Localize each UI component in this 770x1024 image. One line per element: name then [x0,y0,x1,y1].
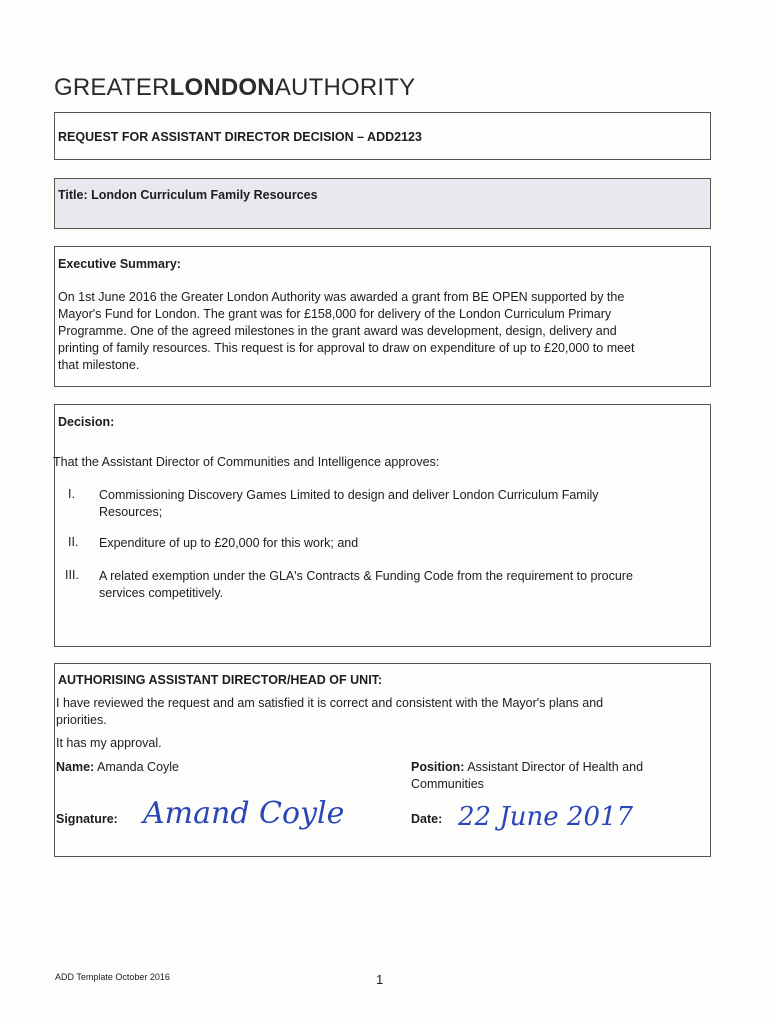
footer-template-label: ADD Template October 2016 [55,972,170,982]
summary-line: Mayor's Fund for London. The grant was for £158,000 for delivery of the London Curriculum Primary [58,307,612,321]
executive-summary-box [54,246,711,387]
title-box [54,178,711,229]
decision-box [54,404,711,647]
authorising-box [54,663,711,857]
summary-line: Programme. One of the agreed milestones in the grant award was development, design, delivery and [58,324,617,338]
signature-label: Signature: [56,812,118,826]
date-label: Date: [411,812,443,826]
position-value: Assistant Director of Health and [467,760,644,774]
position-label: Position: [411,760,465,774]
handwritten-signature: Amand Coyle [143,796,345,831]
decision-item-text: Expenditure of up to £20,000 for this work; and [99,536,359,550]
approval-text: It has my approval. [56,736,162,750]
name-label: Name: [56,760,95,774]
request-title: REQUEST FOR ASSISTANT DIRECTOR DECISION – ADD2123 [58,130,422,144]
decision-item-number: II. [68,535,79,549]
summary-line: that milestone. [58,358,140,372]
logo-london: LONDON [169,74,275,101]
executive-summary-heading: Executive Summary: [58,257,181,271]
authorising-statement: I have reviewed the request and am satisfied it is correct and consistent with the Mayor's plans and priorities. [56,696,604,727]
authorising-heading: AUTHORISING ASSISTANT DIRECTOR/HEAD OF UNIT: [58,673,383,687]
summary-line: On 1st June 2016 the Greater London Authority was awarded a grant from BE OPEN supported by the [58,290,625,304]
name-row [56,759,179,776]
decision-item-text: Commissioning Discovery Games Limited to design and deliver London Curriculum Family Resources; [99,488,599,519]
decision-intro: That the Assistant Director of Communities and Intelligence approves: [53,455,440,469]
handwritten-date: 22 June 2017 [458,802,634,832]
name-value: Amanda Coyle [97,760,180,774]
decision-item-text: A related exemption under the GLA's Contracts & Funding Code from the requirement to procure services competitively. [99,569,633,600]
document-title: Title: London Curriculum Family Resources [58,188,318,202]
summary-line: printing of family resources. This request is for approval to draw on expenditure of up to £20,000 to meet [58,341,635,355]
decision-heading: Decision: [58,415,115,429]
request-header-box [54,112,711,160]
executive-summary-text [58,289,634,374]
logo-authority: AUTHORITY [274,74,416,101]
position-value-continued: Communities [411,777,484,791]
position-row [411,759,643,793]
decision-item-number: I. [68,487,75,501]
page-number: 1 [376,972,384,987]
gla-logo [54,74,415,102]
logo-greater: GREATER [54,74,170,101]
decision-item-number: III. [65,568,79,582]
